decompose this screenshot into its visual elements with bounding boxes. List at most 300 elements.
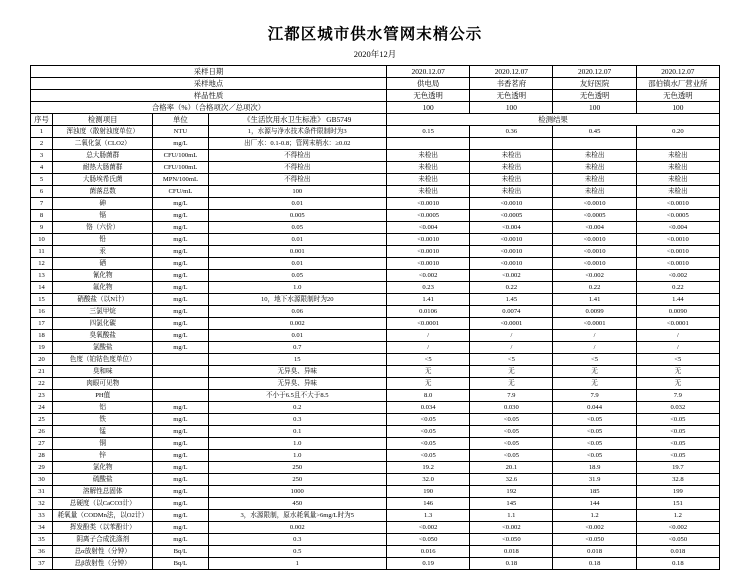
cell-result: 未检出 xyxy=(387,162,470,174)
cell-result: 0.22 xyxy=(470,282,553,294)
cell-unit: CFU/mL xyxy=(153,186,208,198)
cell-value: 100 xyxy=(387,102,470,114)
column-header-row xyxy=(31,114,720,126)
cell-test-item: 总大肠菌群 xyxy=(53,150,153,162)
table-row xyxy=(31,462,720,474)
cell-row-number: 14 xyxy=(31,282,53,294)
cell-result: <0.004 xyxy=(470,222,553,234)
cell-row-number: 6 xyxy=(31,186,53,198)
cell-value: 2020.12.07 xyxy=(387,66,470,78)
cell-result: 7.9 xyxy=(553,390,636,402)
cell-result: <0.0005 xyxy=(553,210,636,222)
cell-row-number: 10 xyxy=(31,234,53,246)
cell-standard: 1.0 xyxy=(208,438,387,450)
cell-result: <0.05 xyxy=(553,438,636,450)
cell-result: <5 xyxy=(636,354,719,366)
cell-unit: mg/L xyxy=(153,318,208,330)
cell-result: 未检出 xyxy=(387,150,470,162)
cell-standard: 1，水源与净水技术条件限制时为3 xyxy=(208,126,387,138)
table-row xyxy=(31,558,720,570)
cell-value: 友好医院 xyxy=(553,78,636,90)
cell-result: <0.05 xyxy=(470,450,553,462)
cell-row-number: 11 xyxy=(31,246,53,258)
cell-unit xyxy=(153,378,208,390)
cell-unit: Bq/L xyxy=(153,558,208,570)
cell-result: 未检出 xyxy=(470,150,553,162)
cell-unit: mg/L xyxy=(153,210,208,222)
cell-test-item: 菌落总数 xyxy=(53,186,153,198)
cell-result: 0.044 xyxy=(553,402,636,414)
cell-standard: 0.2 xyxy=(208,402,387,414)
cell-test-item: 氯化物 xyxy=(53,462,153,474)
cell-row-number: 3 xyxy=(31,150,53,162)
cell-result: 146 xyxy=(387,498,470,510)
cell-result: <0.0010 xyxy=(470,234,553,246)
cell-test-item: 铅 xyxy=(53,234,153,246)
cell-result: 未检出 xyxy=(387,174,470,186)
cell-standard: 1 xyxy=(208,558,387,570)
cell-unit: mg/L xyxy=(153,426,208,438)
table-row xyxy=(31,486,720,498)
cell-result: <0.05 xyxy=(553,450,636,462)
cell-row-number: 24 xyxy=(31,402,53,414)
cell-result: 未检出 xyxy=(636,162,719,174)
table-row xyxy=(31,126,720,138)
cell-result: <0.0001 xyxy=(470,318,553,330)
cell-result: 未检出 xyxy=(553,162,636,174)
cell-unit: mg/L xyxy=(153,246,208,258)
row-label: 采样日期 xyxy=(31,66,387,78)
cell-test-item: 肉眼可见物 xyxy=(53,378,153,390)
cell-standard: 100 xyxy=(208,186,387,198)
cell-result: <0.0010 xyxy=(636,246,719,258)
cell-result: <0.050 xyxy=(470,534,553,546)
cell-result: 0.032 xyxy=(636,402,719,414)
cell-result: <0.0005 xyxy=(636,210,719,222)
cell-result: <0.004 xyxy=(387,222,470,234)
cell-standard: 无异臭、异味 xyxy=(208,366,387,378)
cell-unit xyxy=(153,390,208,402)
cell-result: 31.9 xyxy=(553,474,636,486)
table-row xyxy=(31,162,720,174)
cell-test-item: 耗氧量（CODMn法，以O2计） xyxy=(53,510,153,522)
cell-row-number: 28 xyxy=(31,450,53,462)
table-row xyxy=(31,282,720,294)
cell-result: <0.050 xyxy=(553,534,636,546)
column-header-standard: 《生活饮用水卫生标准》 GB5749 xyxy=(208,114,387,126)
cell-test-item: 浑浊度（散射浊度单位） xyxy=(53,126,153,138)
cell-result: 0.030 xyxy=(470,402,553,414)
cell-result: 未检出 xyxy=(470,162,553,174)
table-row xyxy=(31,246,720,258)
cell-result: <0.05 xyxy=(636,450,719,462)
cell-result: <0.050 xyxy=(387,534,470,546)
cell-result: 0.22 xyxy=(553,282,636,294)
cell-result: / xyxy=(636,330,719,342)
cell-unit: mg/L xyxy=(153,474,208,486)
cell-row-number: 20 xyxy=(31,354,53,366)
cell-result: <0.0010 xyxy=(470,258,553,270)
cell-result: <0.05 xyxy=(553,414,636,426)
cell-result: 0.36 xyxy=(470,126,553,138)
cell-standard: 0.7 xyxy=(208,342,387,354)
cell-row-number: 32 xyxy=(31,498,53,510)
table-row xyxy=(31,438,720,450)
cell-test-item: 色度（铂钴色度单位） xyxy=(53,354,153,366)
cell-result: <0.0010 xyxy=(553,198,636,210)
cell-result: <0.05 xyxy=(636,426,719,438)
cell-standard: 10，地下水源限制时为20 xyxy=(208,294,387,306)
table-row xyxy=(31,342,720,354)
cell-result: 0.45 xyxy=(553,126,636,138)
cell-unit: mg/L xyxy=(153,534,208,546)
cell-result: <0.0001 xyxy=(553,318,636,330)
cell-result xyxy=(387,138,470,150)
cell-result: 未检出 xyxy=(636,186,719,198)
cell-test-item: 耐热大肠菌群 xyxy=(53,162,153,174)
cell-result: <0.0010 xyxy=(553,234,636,246)
cell-result: 0.15 xyxy=(387,126,470,138)
cell-standard: 250 xyxy=(208,462,387,474)
cell-result: <0.0005 xyxy=(470,210,553,222)
cell-result: <0.0010 xyxy=(470,246,553,258)
cell-unit xyxy=(153,366,208,378)
cell-standard: 0.3 xyxy=(208,534,387,546)
cell-row-number: 1 xyxy=(31,126,53,138)
cell-test-item: 溶解性总固体 xyxy=(53,486,153,498)
header-row-sampling-location xyxy=(31,78,720,90)
cell-test-item: 硝酸盐（以N计） xyxy=(53,294,153,306)
row-label: 合格率（%）（合格项次／总项次） xyxy=(31,102,387,114)
cell-row-number: 8 xyxy=(31,210,53,222)
cell-test-item: 臭氧酸盐 xyxy=(53,330,153,342)
table-body xyxy=(31,66,720,570)
table-row xyxy=(31,474,720,486)
cell-result: 0.19 xyxy=(387,558,470,570)
cell-unit: mg/L xyxy=(153,222,208,234)
cell-test-item: 砷 xyxy=(53,198,153,210)
cell-result: 0.018 xyxy=(470,546,553,558)
cell-result: 无 xyxy=(553,366,636,378)
table-row xyxy=(31,174,720,186)
table-row xyxy=(31,150,720,162)
cell-unit: mg/L xyxy=(153,234,208,246)
cell-unit: mg/L xyxy=(153,438,208,450)
cell-row-number: 29 xyxy=(31,462,53,474)
cell-result: 无 xyxy=(553,378,636,390)
report-page xyxy=(0,22,750,567)
cell-standard: 不得检出 xyxy=(208,174,387,186)
cell-result: 19.7 xyxy=(636,462,719,474)
table-row xyxy=(31,318,720,330)
cell-result: 未检出 xyxy=(553,150,636,162)
cell-result: 0.23 xyxy=(387,282,470,294)
cell-result: 0.20 xyxy=(636,126,719,138)
cell-result: 0.016 xyxy=(387,546,470,558)
cell-result: <0.002 xyxy=(636,522,719,534)
cell-unit: mg/L xyxy=(153,138,208,150)
cell-result: 8.0 xyxy=(387,390,470,402)
cell-result: <0.002 xyxy=(636,270,719,282)
cell-result: 151 xyxy=(636,498,719,510)
cell-result: 1.41 xyxy=(387,294,470,306)
cell-result: 20.1 xyxy=(470,462,553,474)
table-row xyxy=(31,366,720,378)
cell-standard: 0.001 xyxy=(208,246,387,258)
cell-test-item: 硫酸盐 xyxy=(53,474,153,486)
cell-test-item: 总α放射性（分钟） xyxy=(53,546,153,558)
cell-unit: NTU xyxy=(153,126,208,138)
cell-test-item: 氰化物 xyxy=(53,270,153,282)
cell-value: 供电局 xyxy=(387,78,470,90)
cell-result: 185 xyxy=(553,486,636,498)
cell-standard: 0.05 xyxy=(208,270,387,282)
cell-result: 1.44 xyxy=(636,294,719,306)
cell-result: 1.1 xyxy=(470,510,553,522)
cell-test-item: 镉 xyxy=(53,210,153,222)
cell-row-number: 36 xyxy=(31,546,53,558)
cell-result: <0.05 xyxy=(553,426,636,438)
cell-value: 邵伯镇水厂营业所 xyxy=(636,78,719,90)
cell-result xyxy=(470,138,553,150)
cell-result: / xyxy=(387,342,470,354)
cell-test-item: 铜 xyxy=(53,438,153,450)
cell-row-number: 9 xyxy=(31,222,53,234)
table-row xyxy=(31,390,720,402)
cell-result: <0.0005 xyxy=(387,210,470,222)
cell-standard: 0.01 xyxy=(208,234,387,246)
cell-result: 145 xyxy=(470,498,553,510)
cell-test-item: 锌 xyxy=(53,450,153,462)
cell-result: 未检出 xyxy=(553,174,636,186)
cell-standard: 250 xyxy=(208,474,387,486)
cell-result: <0.0010 xyxy=(387,198,470,210)
cell-row-number: 25 xyxy=(31,414,53,426)
cell-result: 未检出 xyxy=(636,174,719,186)
cell-result: <5 xyxy=(553,354,636,366)
cell-unit: mg/L xyxy=(153,198,208,210)
cell-value: 100 xyxy=(553,102,636,114)
cell-test-item: 硒 xyxy=(53,258,153,270)
cell-test-item: 阴离子合成洗涤剂 xyxy=(53,534,153,546)
cell-result: <0.05 xyxy=(636,438,719,450)
cell-result: <0.004 xyxy=(553,222,636,234)
cell-result: / xyxy=(636,342,719,354)
table-row xyxy=(31,294,720,306)
cell-result: <0.0010 xyxy=(636,258,719,270)
cell-result: 无 xyxy=(636,366,719,378)
cell-unit: mg/L xyxy=(153,486,208,498)
cell-row-number: 7 xyxy=(31,198,53,210)
cell-result: <0.05 xyxy=(387,438,470,450)
cell-result: <0.0001 xyxy=(636,318,719,330)
cell-row-number: 23 xyxy=(31,390,53,402)
cell-result: 199 xyxy=(636,486,719,498)
cell-result: 未检出 xyxy=(553,186,636,198)
cell-row-number: 12 xyxy=(31,258,53,270)
cell-unit: MPN/100mL xyxy=(153,174,208,186)
cell-result: 190 xyxy=(387,486,470,498)
cell-standard: 0.06 xyxy=(208,306,387,318)
cell-test-item: 铝 xyxy=(53,402,153,414)
cell-standard: 0.01 xyxy=(208,198,387,210)
table-row xyxy=(31,210,720,222)
cell-result: <0.004 xyxy=(636,222,719,234)
row-label: 样品性质 xyxy=(31,90,387,102)
column-header-no: 序号 xyxy=(31,114,53,126)
water-quality-table xyxy=(30,65,720,570)
cell-result: <0.05 xyxy=(387,414,470,426)
cell-result: 无 xyxy=(387,366,470,378)
cell-standard: 3，水源限制，原水耗氧量>6mg/L时为5 xyxy=(208,510,387,522)
table-row xyxy=(31,378,720,390)
header-row-sample-nature xyxy=(31,90,720,102)
cell-row-number: 5 xyxy=(31,174,53,186)
page-subtitle: 2020年12月 xyxy=(353,49,397,59)
cell-value: 无色透明 xyxy=(387,90,470,102)
cell-result: 1.2 xyxy=(553,510,636,522)
cell-result: <0.05 xyxy=(470,438,553,450)
table-row xyxy=(31,234,720,246)
cell-standard: 15 xyxy=(208,354,387,366)
table-row xyxy=(31,306,720,318)
cell-test-item: 铬（六价） xyxy=(53,222,153,234)
cell-result: 19.2 xyxy=(387,462,470,474)
cell-unit xyxy=(153,354,208,366)
cell-result: / xyxy=(553,342,636,354)
cell-result: 7.9 xyxy=(470,390,553,402)
cell-result: <0.002 xyxy=(553,270,636,282)
cell-row-number: 16 xyxy=(31,306,53,318)
cell-row-number: 4 xyxy=(31,162,53,174)
cell-test-item: 汞 xyxy=(53,246,153,258)
cell-test-item: 氟化物 xyxy=(53,282,153,294)
cell-result: 无 xyxy=(470,378,553,390)
cell-result: 无 xyxy=(636,378,719,390)
cell-unit: mg/L xyxy=(153,270,208,282)
table-row xyxy=(31,198,720,210)
cell-result: 0.018 xyxy=(553,546,636,558)
cell-result: <5 xyxy=(387,354,470,366)
table-row xyxy=(31,510,720,522)
cell-value: 无色透明 xyxy=(470,90,553,102)
cell-unit: mg/L xyxy=(153,306,208,318)
cell-result xyxy=(553,138,636,150)
cell-result: 0.18 xyxy=(636,558,719,570)
cell-result: 0.0090 xyxy=(636,306,719,318)
cell-result: <0.002 xyxy=(470,270,553,282)
cell-result: <0.002 xyxy=(553,522,636,534)
cell-result: <0.0010 xyxy=(387,246,470,258)
cell-unit: mg/L xyxy=(153,510,208,522)
cell-unit: mg/L xyxy=(153,330,208,342)
cell-test-item: 大肠埃希氏菌 xyxy=(53,174,153,186)
cell-row-number: 26 xyxy=(31,426,53,438)
cell-standard: 0.005 xyxy=(208,210,387,222)
table-row xyxy=(31,498,720,510)
cell-row-number: 33 xyxy=(31,510,53,522)
table-row xyxy=(31,426,720,438)
cell-row-number: 17 xyxy=(31,318,53,330)
table-row xyxy=(31,450,720,462)
cell-result: 18.9 xyxy=(553,462,636,474)
cell-result: <0.05 xyxy=(636,414,719,426)
cell-test-item: 总β放射性（分钟） xyxy=(53,558,153,570)
cell-result: <0.0010 xyxy=(553,258,636,270)
table-row xyxy=(31,522,720,534)
cell-test-item: 四氯化碳 xyxy=(53,318,153,330)
cell-test-item: 总硬度（以CaCO3计） xyxy=(53,498,153,510)
cell-value: 2020.12.07 xyxy=(553,66,636,78)
cell-row-number: 30 xyxy=(31,474,53,486)
table-row xyxy=(31,354,720,366)
cell-result: 未检出 xyxy=(387,186,470,198)
cell-test-item: 三氯甲烷 xyxy=(53,306,153,318)
cell-standard: 出厂水：0.1-0.8；管网末梢水：≥0.02 xyxy=(208,138,387,150)
cell-standard: 450 xyxy=(208,498,387,510)
cell-result: 未检出 xyxy=(470,174,553,186)
cell-test-item: 氯酸盐 xyxy=(53,342,153,354)
cell-row-number: 2 xyxy=(31,138,53,150)
cell-row-number: 22 xyxy=(31,378,53,390)
header-row-pass-rate xyxy=(31,102,720,114)
cell-result: <0.05 xyxy=(387,450,470,462)
cell-row-number: 35 xyxy=(31,534,53,546)
cell-result: <0.050 xyxy=(636,534,719,546)
cell-result: 0.22 xyxy=(636,282,719,294)
cell-unit: mg/L xyxy=(153,414,208,426)
cell-value: 无色透明 xyxy=(636,90,719,102)
cell-value: 100 xyxy=(470,102,553,114)
cell-standard: 1.0 xyxy=(208,282,387,294)
cell-result: 32.6 xyxy=(470,474,553,486)
cell-unit: Bq/L xyxy=(153,546,208,558)
cell-standard: 0.05 xyxy=(208,222,387,234)
table-row xyxy=(31,222,720,234)
cell-standard: 0.01 xyxy=(208,330,387,342)
cell-result: / xyxy=(553,330,636,342)
cell-result: 无 xyxy=(387,378,470,390)
cell-result: 未检出 xyxy=(470,186,553,198)
cell-unit: CFU/100mL xyxy=(153,150,208,162)
cell-result: / xyxy=(387,330,470,342)
table-row xyxy=(31,270,720,282)
table-row xyxy=(31,534,720,546)
cell-result: 7.9 xyxy=(636,390,719,402)
cell-test-item: 锰 xyxy=(53,426,153,438)
cell-result: <0.0010 xyxy=(553,246,636,258)
cell-standard: 1000 xyxy=(208,486,387,498)
table-row xyxy=(31,138,720,150)
table-row xyxy=(31,330,720,342)
cell-standard: 0.3 xyxy=(208,414,387,426)
cell-row-number: 13 xyxy=(31,270,53,282)
header-row-sampling-date xyxy=(31,66,720,78)
cell-value: 100 xyxy=(636,102,719,114)
cell-unit: mg/L xyxy=(153,294,208,306)
cell-result: 1.45 xyxy=(470,294,553,306)
cell-standard: 0.1 xyxy=(208,426,387,438)
cell-row-number: 27 xyxy=(31,438,53,450)
cell-standard: 不小于6.5且不大于8.5 xyxy=(208,390,387,402)
cell-result: <0.0001 xyxy=(387,318,470,330)
cell-result: <0.002 xyxy=(387,270,470,282)
cell-result: 0.0099 xyxy=(553,306,636,318)
cell-result: 0.18 xyxy=(553,558,636,570)
cell-result: <0.05 xyxy=(470,414,553,426)
cell-result: <0.0010 xyxy=(387,258,470,270)
cell-unit: mg/L xyxy=(153,282,208,294)
